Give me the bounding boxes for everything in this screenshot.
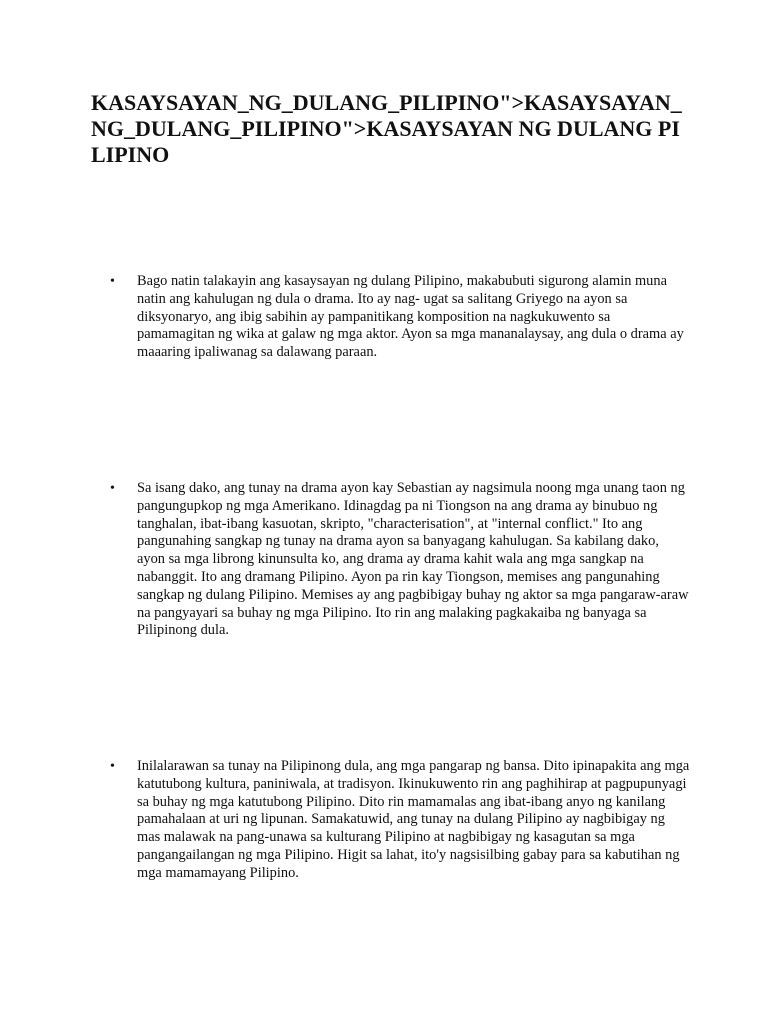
paragraph-text-3: Inilalarawan sa tunay na Pilipinong dula, ang mga pangarap ng bansa. Dito ipinapakita ang mga katutubong kultura, paniniwala, at tradisyon. Ikinukuwento rin ang paghihirap at pagpupunyagi sa buhay ng mga katutubong Pilipino. Dito rin mamamalas ang ibat-ibang anyo ng kanilang pamahalaan at uri ng lipunan. Samakatuwid, ang tunay na dulang Pilipino ay nagbibigay ng mas malawak na pang-unawa sa kulturang Pilipino at nagbibigay ng kasagutan sa mga pangangailangan ng mga Pilipino. Higit sa lahat, ito'y nagsisilbing gabay para sa kabutihan ng mga mamamayang Pilipino. (137, 758, 690, 881)
paragraph-text-2: Sa isang dako, ang tunay na drama ayon kay Sebastian ay nagsimula noong mga unang taon ng pangungupkop ng mga Amerikano. Idinagdag pa ni Tiongson na ang drama ay binubuo ng tanghalan, ibat-ibang kasuotan, skripto, "characterisation", at "internal conflict." Ito ang pangunahing sangkap ng tunay na drama ayon sa banyagang kahulugan. Sa kabilang dako, ayon sa mga librong kinunsulta ko, ang drama ay drama kahit wala ang mga sangkap na nabanggit. Ito ang dramang Pilipino. Ayon pa rin kay Tiongson, memises ang pangunahing sangkap ng dulang Pilipino. Memises ay ang pagbibigay buhay ng aktor sa mga pangaraw-araw na pangyayari sa buhay ng mga Pilipino. Ito rin ang malaking pagkakaiba ng banyaga sa Pilipinong dula. (137, 480, 689, 639)
bullet-icon: • (110, 759, 115, 774)
bullet-icon: • (110, 274, 115, 289)
document-title: KASAYSAYAN_NG_DULANG_PILIPINO">KASAYSAYAN_NG_DULANG_PILIPINO">KASAYSAYAN NG DULANG PILIPINO (91, 90, 682, 167)
paragraph-text-1: Bago natin talakayin ang kasaysayan ng dulang Pilipino, makabubuti sigurong alamin muna natin ang kahulugan ng dula o drama. Ito ay nag- ugat sa salitang Griyego na ayon sa diksyonaryo, ang ibig sabihin ay pampanitikang komposition na nagkukuwento sa pamamagitan ng wika at galaw ng mga aktor. Ayon sa mga mananalaysay, ang dula o drama ay maaaring ipaliwanag sa dalawang paraan. (137, 273, 684, 361)
bullet-icon: • (110, 481, 115, 496)
